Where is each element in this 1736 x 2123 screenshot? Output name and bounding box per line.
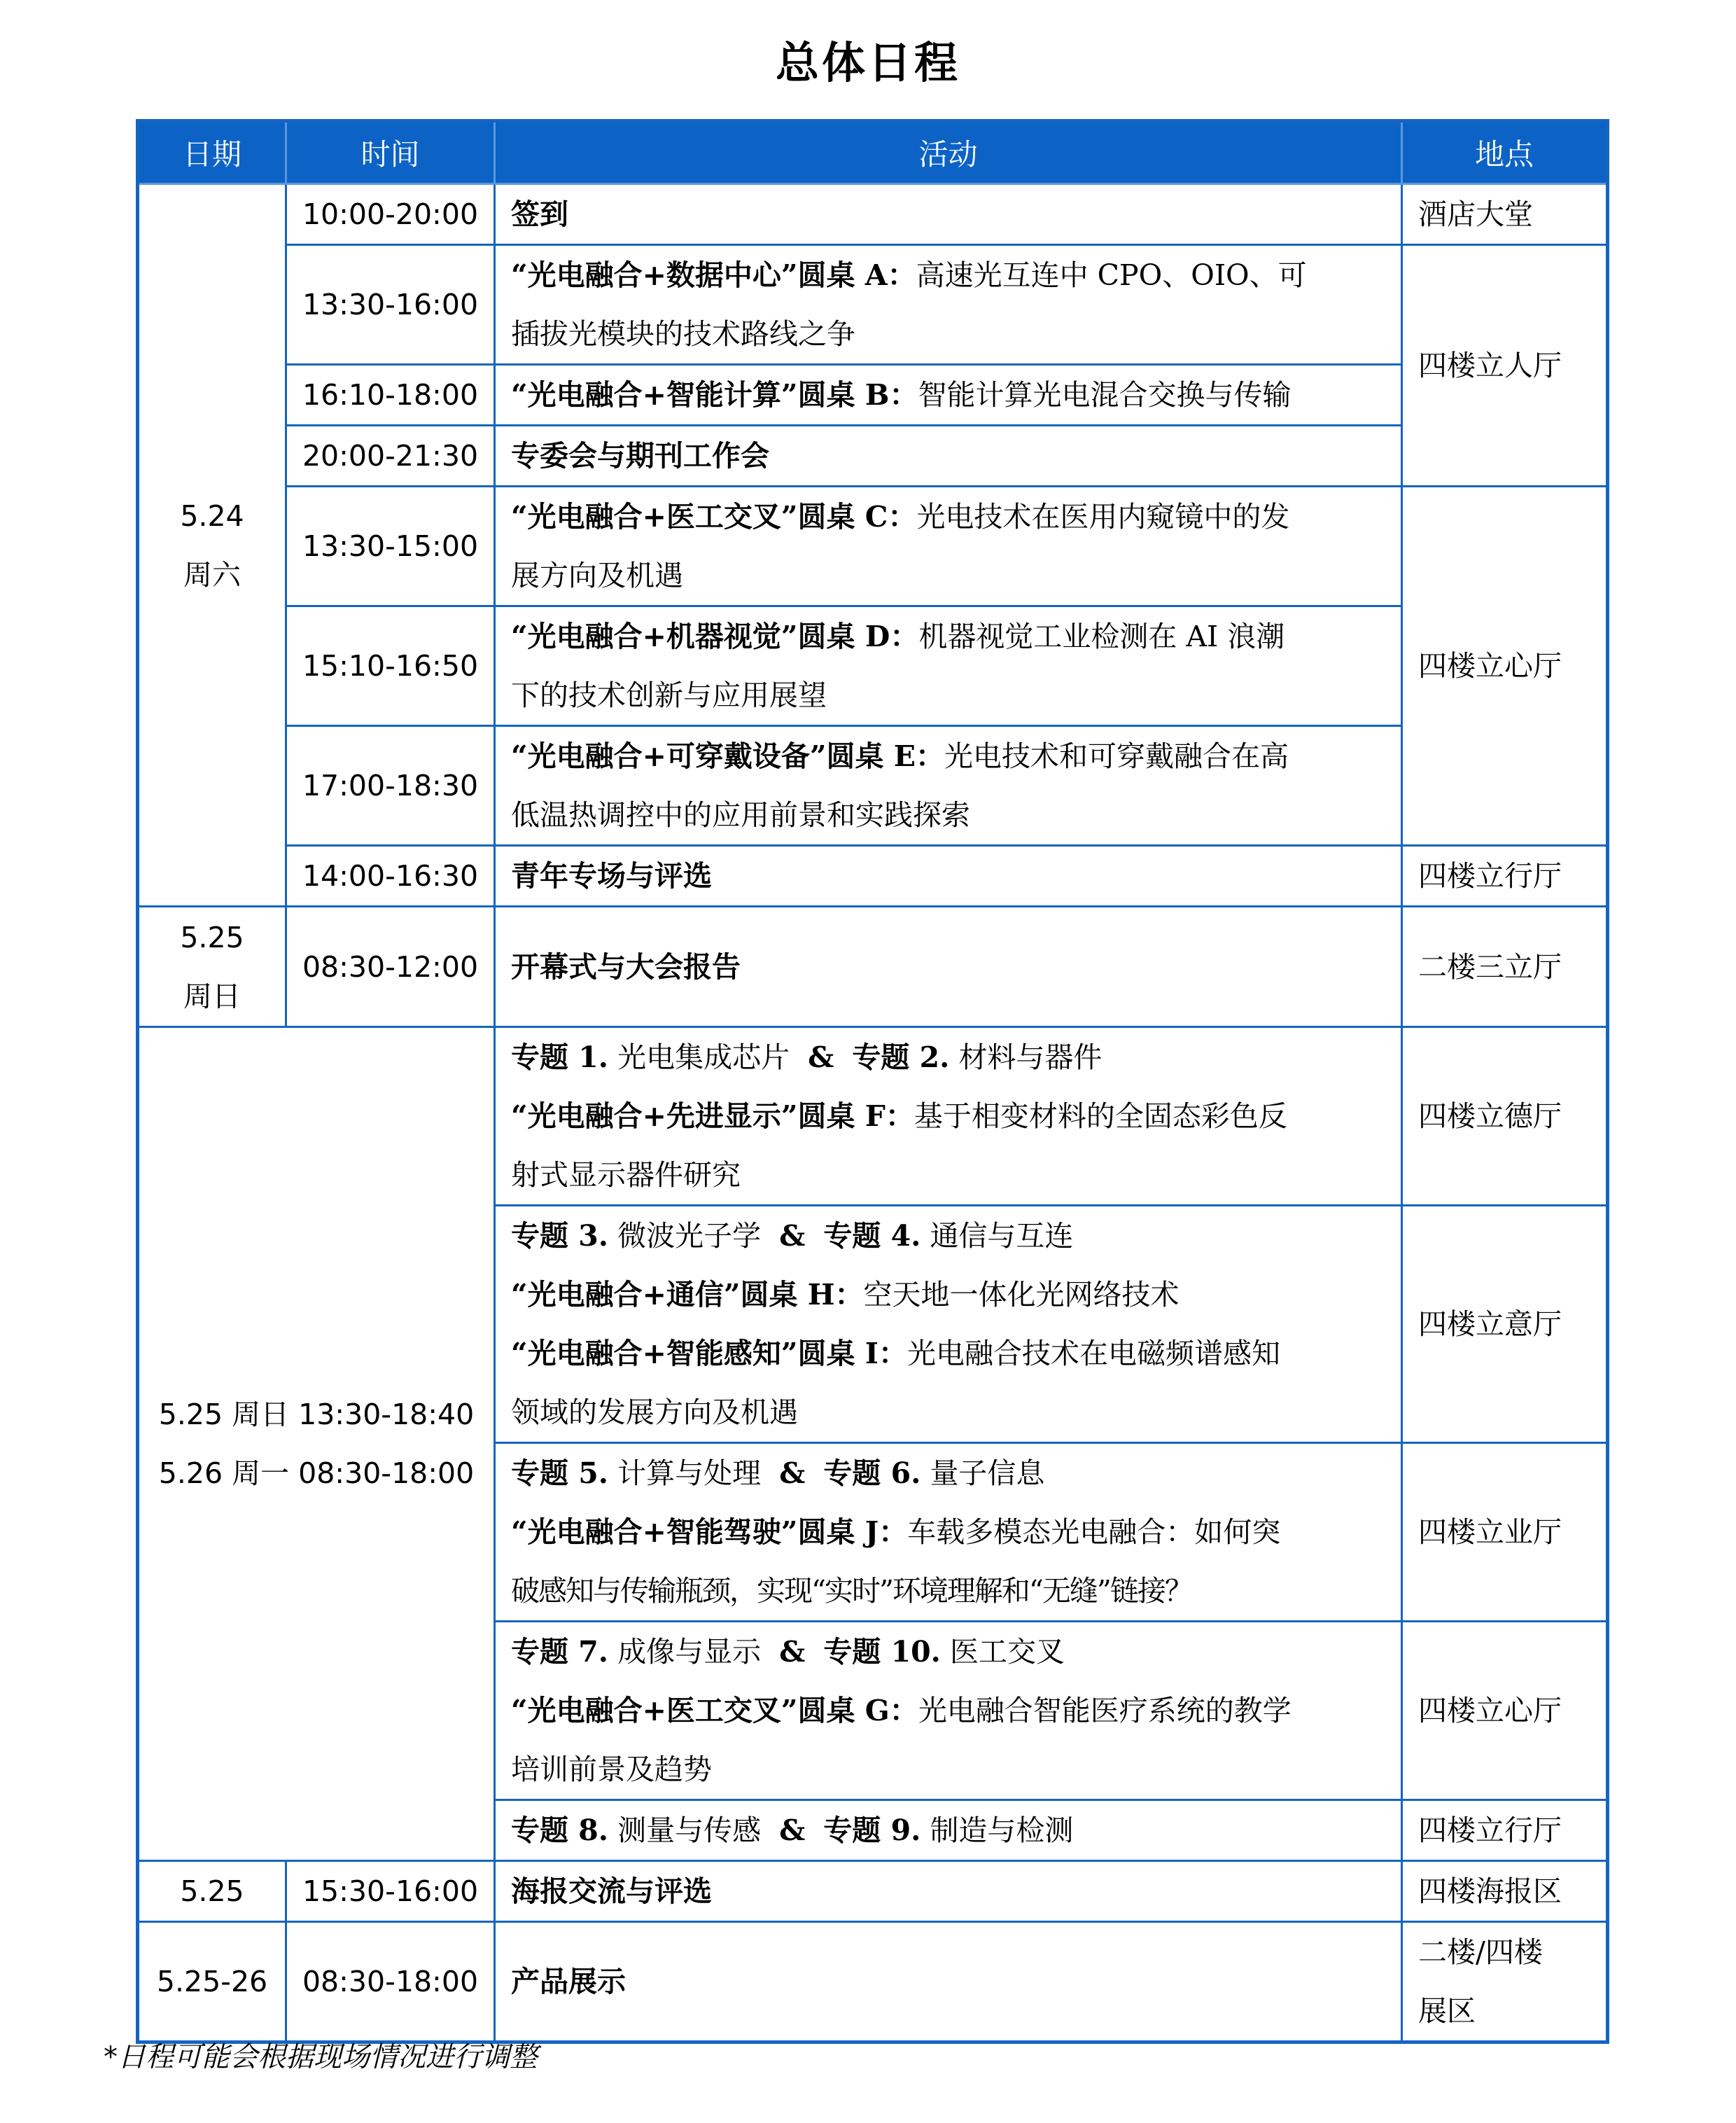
header-date: 日期 [138,121,286,184]
location-cell: 四楼立德厅 [1402,1027,1608,1206]
roundtable-title: “光电融合+数据中心”圆桌 A： [511,258,916,292]
topic-name: 通信与互连 [930,1219,1074,1253]
activity-title: 专委会与期刊工作会 [511,439,769,473]
time-cell: 20:00-21:30 [286,426,495,487]
roundtable-title: “光电融合+医工交叉”圆桌 G： [511,1694,918,1727]
ampersand: & [779,1456,806,1490]
table-header-row [138,121,1608,184]
topic-name: 材料与器件 [958,1040,1102,1074]
roundtable-title: “光电融合+机器视觉”圆桌 D： [511,620,919,653]
location-cell: 二楼三立厅 [1402,907,1608,1027]
location-cell: 酒店大堂 [1402,184,1608,245]
header-activity: 活动 [495,121,1402,184]
location-cell: 四楼立行厅 [1402,1800,1608,1861]
location-cell: 四楼立心厅 [1402,487,1608,846]
topic-name: 成像与显示 [617,1635,762,1669]
table-row [138,1861,1608,1922]
activity-cell [495,1027,1402,1206]
activity-cell [495,1922,1402,2042]
location-cell: 四楼海报区 [1402,1861,1608,1922]
time-cell: 15:30-16:00 [286,1861,495,1922]
roundtable-desc: 培训前景及趋势 [511,1753,712,1786]
table-row [138,487,1608,606]
date-cell: 5.25-26 [138,1922,286,2042]
activity-cell [495,487,1402,606]
location-line: 二楼/四楼 [1418,1935,1543,1969]
topic-label: 专题 7. [511,1635,609,1669]
topic-name: 微波光子学 [617,1219,762,1253]
activity-cell [495,1443,1402,1622]
topic-label: 专题 9. [823,1814,921,1847]
time-cell: 13:30-15:00 [286,487,495,606]
location-cell: 四楼立业厅 [1402,1443,1608,1622]
time-cell: 14:00-16:30 [286,846,495,907]
roundtable-title: “光电融合+智能感知”圆桌 I： [511,1337,907,1370]
topic-name: 测量与传感 [617,1814,762,1847]
activity-cell [495,365,1402,426]
time-cell: 13:30-16:00 [286,245,495,365]
topic-label: 专题 5. [511,1456,609,1490]
roundtable-desc: 高速光互连中 CPO、OIO、可 [916,258,1307,292]
activity-cell [495,606,1402,726]
location-cell: 四楼立行厅 [1402,846,1608,907]
roundtable-desc: 智能计算光电混合交换与传输 [918,378,1292,412]
location-cell [1402,1922,1608,2042]
activity-cell [495,1861,1402,1922]
table-row [138,846,1608,907]
topic-name: 计算与处理 [617,1456,762,1490]
roundtable-desc: 光电技术在医用内窥镜中的发 [916,500,1290,534]
activity-cell [495,726,1402,846]
footnote: *日程可能会根据现场情况进行调整 [104,2041,538,2073]
activity-title: 海报交流与评选 [511,1874,712,1908]
roundtable-desc: 低温热调控中的应用前景和实践探索 [511,798,970,832]
roundtable-title: “光电融合+医工交叉”圆桌 C： [511,500,917,534]
table-row [138,1027,1608,1206]
ampersand: & [808,1040,834,1074]
weekday-value: 周日 [183,979,241,1013]
location-line: 展区 [1418,1994,1476,2028]
table-row [138,365,1608,426]
table-row [138,245,1608,365]
ampersand: & [779,1635,806,1669]
roundtable-desc: 展方向及机遇 [511,559,683,592]
roundtable-desc: 下的技术创新与应用展望 [511,678,827,712]
activity-cell [495,1206,1402,1443]
table-row [138,606,1608,726]
roundtable-title: “光电融合+通信”圆桌 H： [511,1278,864,1311]
table-row [138,1922,1608,2042]
time-cell: 15:10-16:50 [286,606,495,726]
activity-title: 产品展示 [511,1965,626,1998]
roundtable-title: “光电融合+智能驾驶”圆桌 J： [511,1515,908,1549]
date-value: 5.25 [180,920,244,954]
topic-label: 专题 6. [823,1456,921,1490]
schedule-table [136,119,1609,2044]
time-cell: 08:30-18:00 [286,1922,495,2042]
roundtable-title: “光电融合+先进显示”圆桌 F： [511,1099,914,1133]
roundtable-desc: 机器视觉工业检测在 AI 浪潮 [918,620,1285,653]
parallel-date-cell [138,1027,495,1861]
topic-label: 专题 1. [511,1040,609,1074]
table-row [138,907,1608,1027]
date-cell: 5.25 [138,1861,286,1922]
location-cell: 四楼立意厅 [1402,1206,1608,1443]
header-time: 时间 [286,121,495,184]
date-cell [138,184,286,907]
date-value: 5.24 [180,499,244,533]
activity-cell [495,1800,1402,1861]
topic-label: 专题 4. [823,1219,921,1253]
roundtable-title: “光电融合+智能计算”圆桌 B： [511,378,918,412]
time-cell: 17:00-18:30 [286,726,495,846]
activity-title: 签到 [511,197,568,231]
roundtable-desc: 插拔光模块的技术路线之争 [511,317,855,351]
roundtable-desc: 光电技术和可穿戴融合在高 [944,739,1289,773]
location-cell: 四楼立人厅 [1402,245,1608,487]
topic-label: 专题 2. [852,1040,950,1074]
roundtable-title: “光电融合+可穿戴设备”圆桌 E： [511,739,945,773]
time-cell: 16:10-18:00 [286,365,495,426]
topic-name: 制造与检测 [930,1814,1074,1847]
table-row [138,426,1608,487]
activity-cell [495,846,1402,907]
topic-name: 量子信息 [930,1456,1045,1490]
date-cell [138,907,286,1027]
roundtable-desc: 领域的发展方向及机遇 [511,1395,798,1429]
time-cell: 08:30-12:00 [286,907,495,1027]
activity-cell [495,426,1402,487]
roundtable-desc: 光电融合技术在电磁频谱感知 [906,1337,1280,1370]
roundtable-desc: 基于相变材料的全固态彩色反 [913,1099,1287,1133]
parallel-date-line: 5.25 周日 13:30-18:40 [158,1398,475,1431]
activity-cell [495,245,1402,365]
header-location: 地点 [1402,121,1608,184]
table-row [138,726,1608,846]
roundtable-desc: 空天地一体化光网络技术 [863,1278,1180,1311]
activity-title: 开幕式与大会报告 [511,949,741,984]
activity-cell [495,1622,1402,1800]
activity-title: 青年专场与评选 [511,859,712,893]
roundtable-desc: 破感知与传输瓶颈，实现“实时”环境理解和“无缝”链接？ [511,1574,1192,1608]
topic-label: 专题 8. [511,1814,609,1847]
topic-label: 专题 3. [511,1219,609,1253]
page-title: 总体日程 [775,37,960,88]
roundtable-desc: 射式显示器件研究 [511,1158,741,1192]
roundtable-desc: 车载多模态光电融合：如何突 [907,1515,1281,1549]
topic-name: 医工交叉 [949,1635,1065,1669]
activity-cell [495,184,1402,245]
time-cell: 10:00-20:00 [286,184,495,245]
ampersand: & [779,1814,806,1847]
table-row [138,184,1608,245]
roundtable-desc: 光电融合智能医疗系统的教学 [918,1694,1292,1727]
parallel-date-line: 5.26 周一 08:30-18:00 [158,1456,475,1490]
location-cell: 四楼立心厅 [1402,1622,1608,1800]
ampersand: & [779,1219,806,1253]
activity-cell [495,907,1402,1027]
weekday-value: 周六 [183,557,241,592]
topic-name: 光电集成芯片 [617,1040,790,1074]
topic-label: 专题 10. [823,1635,941,1669]
